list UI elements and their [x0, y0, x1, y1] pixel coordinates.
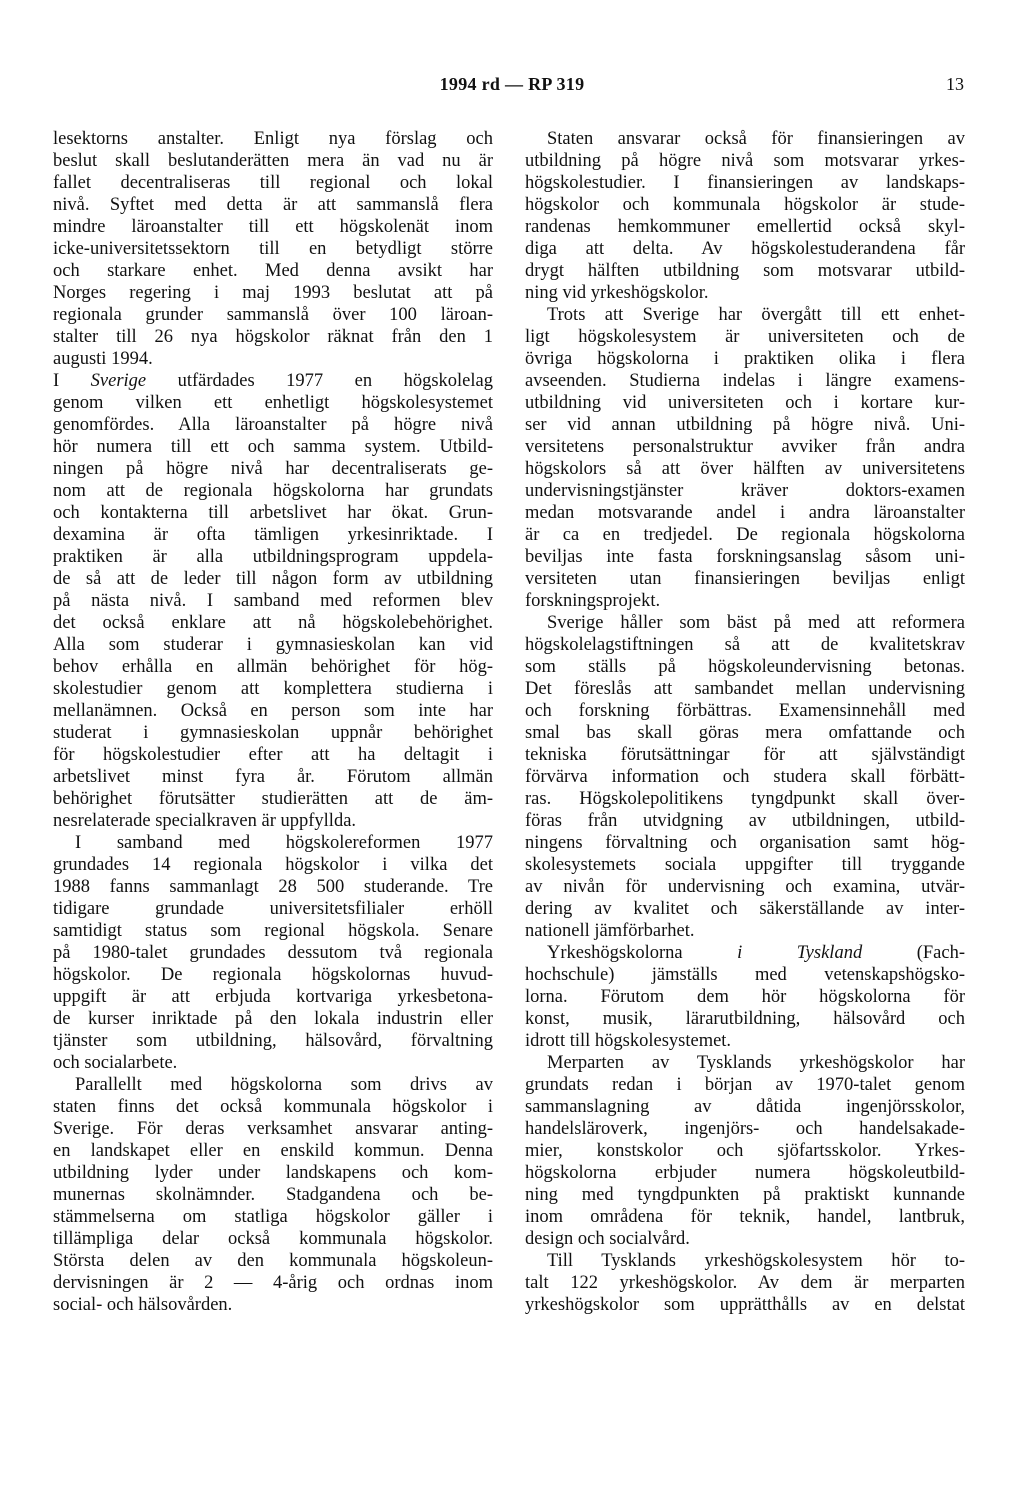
- text-line: tekniska förutsättningar för att självständigt: [525, 745, 965, 765]
- text-line: grundades 14 regionala högskolor i vilka det: [53, 855, 493, 875]
- text-line: versitetens personalstruktur avviker från andra: [525, 437, 965, 457]
- text-line: högskolors så att över hälften av universitetens: [525, 459, 965, 479]
- text-line: inom områdena för teknik, handel, lantbruk,: [525, 1207, 965, 1227]
- left-text-column: [53, 128, 493, 1316]
- text-line: diga att delta. Av högskolestuderandena får: [525, 239, 965, 259]
- paragraph: [53, 832, 493, 1074]
- text-line: Största delen av den kommunala högskoleun-: [53, 1251, 493, 1271]
- text-line: utbildning lyder under landskapens och kom-: [53, 1163, 493, 1183]
- text-line: ningen på högre nivå har decentraliserats ge-: [53, 459, 493, 479]
- text-line: på nästa nivå. I samband med reformen blev: [53, 591, 493, 611]
- text-line: tidigare grundade universitetsfilialer erhöll: [53, 899, 493, 919]
- text-line: och kontakterna till arbetslivet har ökat. Grun-: [53, 503, 493, 523]
- text-line: de så att de leder till någon form av utbildning: [53, 569, 493, 589]
- text-line: design och socialvård.: [525, 1229, 690, 1249]
- text-line: ligt högskolesystem är universiteten och de: [525, 327, 965, 347]
- text-line: för högskolestudier efter att ha deltagit i: [53, 745, 493, 765]
- text-line: Staten ansvarar också för finansieringen av: [547, 129, 965, 149]
- text-line: medan motsvarande andel i andra läroanstalter: [525, 503, 965, 523]
- text-line: handelsläroverk, ingenjörs- och handelsakade-: [525, 1119, 965, 1139]
- text-line: förvärva information och studera skall förbätt-: [525, 767, 965, 787]
- text-line: Alla som studerar i gymnasieskolan kan vid: [53, 635, 493, 655]
- text-line: drygt hälften utbildning som motsvarar utbild-: [525, 261, 965, 281]
- text-line: genom vilken ett enhetligt högskolesystemet: [53, 393, 493, 413]
- text-line: högskolorna erbjuder numera högskoleutbild-: [525, 1163, 965, 1183]
- text-line: nom att de regionala högskolorna har grundats: [53, 481, 493, 501]
- text-line: Trots att Sverige har övergått till ett enhet-: [547, 305, 965, 325]
- emphasized-text: i Tyskland: [737, 943, 863, 963]
- text-line: skolesystemets sociala uppgifter till tryggande: [525, 855, 965, 875]
- text-line: Yrkeshögskolorna i Tyskland (Fach-: [547, 943, 965, 963]
- text-line: I samband med högskolereformen 1977: [75, 833, 493, 853]
- text-line: samtidigt status som regional högskola. Senare: [53, 921, 493, 941]
- lead-text: I: [53, 371, 91, 391]
- page-number: 13: [946, 74, 964, 94]
- text-line: lorna. Förutom dem hör högskolorna för: [525, 987, 965, 1007]
- paragraph: [525, 612, 965, 942]
- text-line: Norges regering i maj 1993 beslutat att på: [53, 283, 493, 303]
- emphasized-text: Sverige: [90, 371, 147, 391]
- text-line: Till Tysklands yrkeshögskolesystem hör to-: [547, 1251, 965, 1271]
- text-line: ser vid annan utbildning på högre nivå. Uni-: [525, 415, 965, 435]
- text-line: icke-universitetssektorn till en betydligt större: [53, 239, 493, 259]
- text-line: Merparten av Tysklands yrkeshögskolor har: [547, 1053, 965, 1073]
- text-line: arbetslivet minst fyra år. Förutom allmän: [53, 767, 493, 787]
- text-line: I Sverige utfärdades 1977 en högskolelag: [53, 371, 493, 391]
- text-line: dexamina är ofta tämligen yrkesinriktade. I: [53, 525, 493, 545]
- text-line: och socialarbete.: [53, 1053, 178, 1073]
- text-line: dering av kvalitet och säkerställande av inter-: [525, 899, 965, 919]
- text-line: lesektorns anstalter. Enligt nya förslag och: [53, 129, 493, 149]
- text-line: undervisningstjänster kräver doktors-examen: [525, 481, 965, 501]
- text-line: idrott till högskolesystemet.: [525, 1031, 732, 1051]
- running-title: 1994 rd — RP 319: [439, 74, 585, 94]
- text-line: föras från utvidgning av utbildningen, utbild-: [525, 811, 965, 831]
- text-line: en landskapet eller en enskild kommun. Denna: [53, 1141, 493, 1161]
- text-line: det också enklare att nå högskolebehörighet.: [53, 613, 493, 633]
- text-line: konst, musik, lärarutbildning, hälsovård och: [525, 1009, 965, 1029]
- text-line: utbildning vid universiteten och i kortare kur-: [525, 393, 965, 413]
- text-line: hör numera till ett och samma system. Utbild-: [53, 437, 493, 457]
- text-line: mellanämnen. Också en person som inte har: [53, 701, 493, 721]
- text-line: yrkeshögskolor som upprätthålls av en delstat: [525, 1295, 965, 1315]
- text-line: och starkare enhet. Med denna avsikt har: [53, 261, 493, 281]
- text-line: övriga högskolorna i praktiken olika i flera: [525, 349, 965, 369]
- text-line: behörighet förutsätter studierätten att de äm-: [53, 789, 493, 809]
- text-line: fallet decentraliseras till regional och lokal: [53, 173, 493, 193]
- text-line: ningens förvaltning och organisation samt hög-: [525, 833, 965, 853]
- paragraph: [525, 942, 965, 1052]
- text-line: mier, konstskolor och sjöfartsskolor. Yrkes-: [525, 1141, 965, 1161]
- text-line: staten finns det också kommunala högskolor i: [53, 1097, 493, 1117]
- paragraph: [525, 1052, 965, 1250]
- lead-text: Yrkeshögskolorna: [547, 943, 738, 963]
- text-line: ning vid yrkeshögskolor.: [525, 283, 709, 303]
- text-line: beslut skall beslutanderätten mera än vad nu är: [53, 151, 493, 171]
- text-line: talt 122 yrkeshögskolor. Av dem är merparten: [525, 1273, 965, 1293]
- text-line: uppgift är att erbjuda kortvariga yrkesbetona-: [53, 987, 493, 1007]
- text-line: smal bas skall göras mera omfattande och: [525, 723, 965, 743]
- text-line: avseenden. Studierna indelas i längre examens-: [525, 371, 965, 391]
- text-line: versiteten utan finansieringen beviljas enligt: [525, 569, 965, 589]
- text-line: 1988 fanns sammanlagt 28 500 studerande. Tre: [53, 877, 493, 897]
- text-line: grundats redan i början av 1970-talet genom: [525, 1075, 965, 1095]
- text-line: randenas hemkommuner emellertid också skyl-: [525, 217, 965, 237]
- text-line: som ställs på högskoleundervisning betonas.: [525, 657, 965, 677]
- paragraph: [53, 370, 493, 832]
- paragraph: [525, 1250, 965, 1316]
- text-line: högskolelagstiftningen så att de kvalitetskrav: [525, 635, 965, 655]
- text-line: hochschule) jämställs med vetenskapshögsko-: [525, 965, 965, 985]
- text-line: augusti 1994.: [53, 349, 153, 369]
- text-line: munernas skolnämnder. Stadgandena och be-: [53, 1185, 493, 1205]
- paragraph: [53, 1074, 493, 1316]
- text-line: och forskning förbättras. Examensinnehåll med: [525, 701, 965, 721]
- text-line: nesrelaterade specialkraven är uppfyllda.: [53, 811, 357, 831]
- text-line: högskolor. De regionala högskolornas huvud-: [53, 965, 493, 985]
- paragraph: [525, 304, 965, 612]
- text-line: forskningsprojekt.: [525, 591, 661, 611]
- text-line: på 1980-talet grundades dessutom två regionala: [53, 943, 493, 963]
- text-line: nationell jämförbarhet.: [525, 921, 695, 941]
- text-line: av nivån för undervisning och examina, utvär-: [525, 877, 965, 897]
- text-line: tjänster som utbildning, hälsovård, förvaltning: [53, 1031, 493, 1051]
- text-line: nivå. Syftet med detta är att sammanslå flera: [53, 195, 493, 215]
- text-line: genomfördes. Alla läroanstalter på högre nivå: [53, 415, 493, 435]
- text-line: studerat i gymnasieskolan uppnår behörighet: [53, 723, 493, 743]
- text-line: mindre läroanstalter till ett högskolenät inom: [53, 217, 493, 237]
- text-line: behov erhålla en allmän behörighet för hög-: [53, 657, 493, 677]
- text-line: sammanslagning av dåtida ingenjörsskolor,: [525, 1097, 965, 1117]
- page-header: [0, 74, 1024, 96]
- text-line: stämmelserna om statliga högskolor gäller i: [53, 1207, 493, 1227]
- text-line: regionala grunder sammanslå över 100 läroan-: [53, 305, 493, 325]
- text-line: stalter till 26 nya högskolor räknat från den 1: [53, 327, 493, 347]
- text-line: beviljas inte fasta forskningsanslag såsom uni-: [525, 547, 965, 567]
- text-line: Parallellt med högskolorna som drivs av: [75, 1075, 493, 1095]
- text-line: högskolor och kommunala högskolor är stude-: [525, 195, 965, 215]
- text-line: ras. Högskolepolitikens tyngdpunkt skall över-: [525, 789, 965, 809]
- right-text-column: [525, 128, 965, 1316]
- text-line: Det föreslås att sambandet mellan undervisning: [525, 679, 965, 699]
- paragraph: [525, 128, 965, 304]
- paragraph: [53, 128, 493, 370]
- text-line: utbildning på högre nivå som motsvarar yrkes-: [525, 151, 965, 171]
- text-line: Sverige håller som bäst på med att reformera: [547, 613, 965, 633]
- text-line: skolestudier genom att komplettera studierna i: [53, 679, 493, 699]
- text-line: dervisningen är 2 — 4-årig och ordnas inom: [53, 1273, 493, 1293]
- text-line: tillämpliga delar också kommunala högskolor.: [53, 1229, 493, 1249]
- text-line: praktiken är alla utbildningsprogram uppdela-: [53, 547, 493, 567]
- text-line: social- och hälsovården.: [53, 1295, 233, 1315]
- text-line: ning med tyngdpunkten på praktiskt kunnande: [525, 1185, 965, 1205]
- text-line: högskolestudier. I finansieringen av landskaps-: [525, 173, 965, 193]
- text-line: är ca en tredjedel. De regionala högskolorna: [525, 525, 965, 545]
- text-line: Sverige. För deras verksamhet ansvarar anting-: [53, 1119, 493, 1139]
- text-line: de kurser inriktade på den lokala industrin eller: [53, 1009, 493, 1029]
